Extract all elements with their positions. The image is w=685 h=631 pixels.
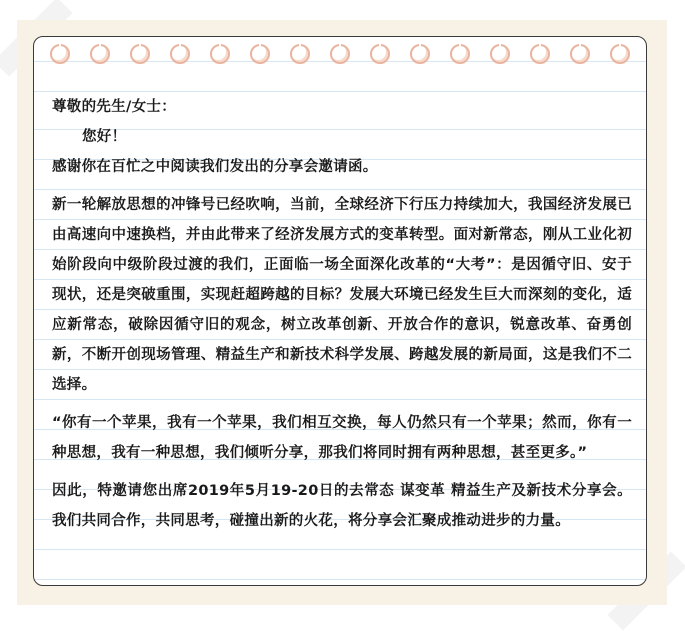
- letter-salutation: 尊敬的先生/女士：: [52, 99, 176, 115]
- letter-body: [52, 92, 632, 536]
- binder-ring-icon: [170, 44, 190, 64]
- letter-paragraph-thanks: 感谢你在百忙之中阅读我们发出的分享会邀请函。: [52, 159, 378, 175]
- letter-paragraph-invitation: 因此，特邀请您出席2019年5月19-20日的去常态 谋变革 精益生产及新技术分享会。我们共同合作，共同思考，碰撞出新的火花，将分享会汇聚成推动进步的力量。: [52, 483, 632, 529]
- binder-rings: [34, 37, 646, 77]
- binder-ring-icon: [610, 44, 630, 64]
- letter-paragraph-quote: “你有一个苹果，我有一个苹果，我们相互交换，每人仍然只有一个苹果；然而，你有一种思想，我有一种思想，我们倾听分享，那我们将同时拥有两种思想，甚至更多。”: [52, 415, 632, 461]
- binder-ring-icon: [210, 44, 230, 64]
- binder-ring-icon: [250, 44, 270, 64]
- binder-ring-icon: [530, 44, 550, 64]
- binder-ring-icon: [90, 44, 110, 64]
- binder-ring-icon: [290, 44, 310, 64]
- letter-greeting: 您好！: [82, 129, 127, 145]
- binder-ring-icon: [570, 44, 590, 64]
- letter-paragraph-context: 新一轮解放思想的冲锋号已经吹响，当前，全球经济下行压力持续加大，我国经济发展已由高速向中速换档，并由此带来了经济发展方式的变革转型。面对新常态，刚从工业化初始阶段向中级阶段过渡的我们，正面临一场全面深化改革的“大考”：是因循守旧、安于现状，还是突破重围，实现赶超跨越的目标？发展大环境已经发生巨大而深刻的变化，适应新常态，破除因循守旧的观念，树立改革创新、开放合作的意识，锐意改革、奋勇创新，不断开创现场管理、精益生产和新技术科学发展、跨越发展的新局面，这是我们不二选择。: [52, 197, 632, 393]
- binder-ring-icon: [410, 44, 430, 64]
- binder-ring-icon: [370, 44, 390, 64]
- binder-ring-icon: [490, 44, 510, 64]
- notebook-paper: [33, 36, 647, 586]
- binder-ring-icon: [450, 44, 470, 64]
- binder-ring-icon: [50, 44, 70, 64]
- binder-ring-icon: [330, 44, 350, 64]
- binder-ring-icon: [130, 44, 150, 64]
